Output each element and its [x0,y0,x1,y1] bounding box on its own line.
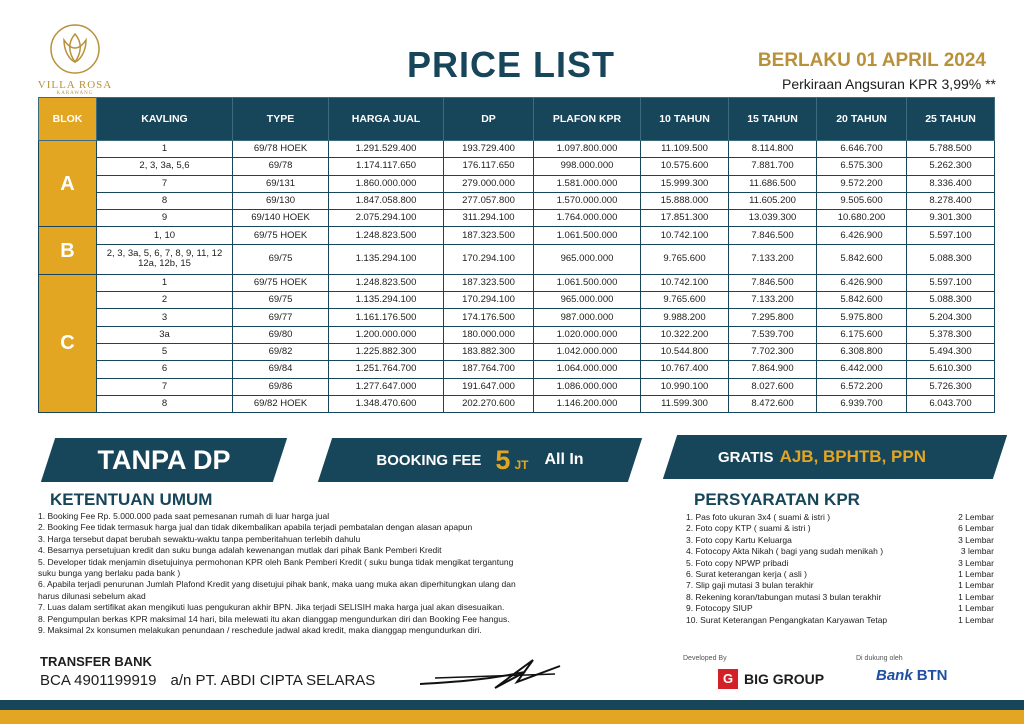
footer-bar-navy [0,700,1024,710]
bank-btn-logo [876,667,948,684]
column-header: 15 TAHUN [729,98,817,141]
column-header: HARGA JUAL [329,98,444,141]
table-cell: 8.278.400 [907,192,995,209]
table-cell: 69/140 HOEK [233,210,329,227]
table-cell: 311.294.100 [444,210,534,227]
table-cell: 7.846.500 [729,274,817,291]
gratis-items: AJB, BPHTB, PPN [779,447,926,466]
signature [415,652,565,692]
table-cell: 9.765.600 [641,244,729,274]
table-cell: 5.597.100 [907,274,995,291]
column-header: DP [444,98,534,141]
requirement-label: 9. Fotocopy SIUP [686,603,753,614]
table-cell: 69/75 [233,244,329,274]
table-cell: 1.086.000.000 [534,378,641,395]
table-cell: 1.061.500.000 [534,227,641,244]
persyaratan-title: PERSYARATAN KPR [694,490,860,509]
table-cell: 1.161.176.500 [329,309,444,326]
table-cell: 13.039.300 [729,210,817,227]
table-cell: 965.000.000 [534,292,641,309]
table-cell: 987.000.000 [534,309,641,326]
table-cell: 1.248.823.500 [329,274,444,291]
table-cell: 1.135.294.100 [329,292,444,309]
table-row [39,227,995,244]
table-cell: 170.294.100 [444,292,534,309]
bank-prefix: Bank [876,667,913,684]
table-cell: 1.277.647.000 [329,378,444,395]
list-item [686,558,994,569]
table-cell: 277.057.800 [444,192,534,209]
developed-by-label: Developed By [683,655,727,662]
table-cell: 11.599.300 [641,395,729,412]
table-cell: 1, 10 [97,227,233,244]
table-cell: 1.064.000.000 [534,361,641,378]
table-cell: 187.323.500 [444,227,534,244]
requirement-label: 8. Rekening koran/tabungan mutasi 3 bulan terakhir [686,591,882,602]
table-cell: 1.570.000.000 [534,192,641,209]
table-cell: 202.270.600 [444,395,534,412]
table-cell: 9.505.600 [817,192,907,209]
requirement-label: 4. Fotocopy Akta Nikah ( bagi yang sudah menikah ) [686,546,884,557]
list-item: 4. Besarnya persetujuan kredit dan suku bunga adalah kewenangan mutlak dari pihak Bank Pemberi Kredit [38,545,442,556]
table-cell: 1.020.000.000 [534,326,641,343]
table-cell: 11.686.500 [729,175,817,192]
booking-fee-unit: JT [514,458,529,472]
table-cell: 2 [97,292,233,309]
list-item [686,512,994,523]
table-cell: 6.646.700 [817,141,907,158]
table-cell: 69/82 [233,343,329,360]
table-cell: 10.680.200 [817,210,907,227]
table-cell: 1.581.000.000 [534,175,641,192]
table-cell: 10.544.800 [641,343,729,360]
table-cell: 5.788.500 [907,141,995,158]
table-cell: 7.539.700 [729,326,817,343]
table-row [39,309,995,326]
requirement-qty: 6 Lembar [958,523,994,534]
table-cell: 5.088.300 [907,244,995,274]
list-item [686,523,994,534]
requirement-label: 1. Pas foto ukuran 3x4 ( suami & istri ) [686,512,831,522]
list-item [686,546,994,557]
table-cell: 5.842.600 [817,244,907,274]
installment-note: Perkiraan Angsuran KPR 3,99% ** [781,76,996,92]
table-cell: 10.322.200 [641,326,729,343]
table-cell: 1.348.470.600 [329,395,444,412]
table-cell: 9.988.200 [641,309,729,326]
table-cell: 69/78 [233,158,329,175]
requirement-label: 5. Foto copy NPWP pribadi [686,557,789,568]
table-cell: 9.765.600 [641,292,729,309]
requirement-qty: 2 Lembar [958,512,994,522]
table-cell: 180.000.000 [444,326,534,343]
valid-date: BERLAKU 01 APRIL 2024 [757,50,986,71]
table-cell: 170.294.100 [444,244,534,274]
table-cell: 8.114.800 [729,141,817,158]
table-body [39,141,995,413]
table-cell: 6 [97,361,233,378]
table-cell: 69/80 [233,326,329,343]
column-header: 10 TAHUN [641,98,729,141]
column-header: 25 TAHUN [907,98,995,141]
transfer-details [40,672,375,689]
list-item [686,615,994,626]
column-header: BLOK [39,98,97,141]
table-cell: 15.999.300 [641,175,729,192]
requirement-label: 6. Surat keterangan kerja ( asli ) [686,569,807,580]
table-cell: 279.000.000 [444,175,534,192]
table-cell: 8.336.400 [907,175,995,192]
table-cell: 3 [97,309,233,326]
table-cell: 1.146.200.000 [534,395,641,412]
list-item: 5. Developer tidak menjamin disetujuinya permohonan KPR oleh Bank Pemberi Kredit ( suku bunga tidak mengikat tergantung [38,556,514,567]
table-cell: 187.323.500 [444,274,534,291]
list-item: 9. Maksimal 2x konsumen melakukan penundaan / reschedule jadwal akad kredit, maka dianggap mengundurkan diri. [38,625,482,636]
table-row [39,244,995,274]
table-cell: 7.702.300 [729,343,817,360]
table-cell: 176.117.650 [444,158,534,175]
table-cell: 7.295.800 [729,309,817,326]
table-cell: 1.225.882.300 [329,343,444,360]
gratis-banner [663,435,1007,479]
table-cell: 5.597.100 [907,227,995,244]
table-cell: 1.248.823.500 [329,227,444,244]
table-cell: 998.000.000 [534,158,641,175]
table-cell: 1.847.058.800 [329,192,444,209]
table-cell: 11.109.500 [641,141,729,158]
table-cell: 8.027.600 [729,378,817,395]
list-item: suku bunga yang berlaku pada bank ) [38,568,181,579]
table-cell: 5.610.300 [907,361,995,378]
table-cell: 5.378.300 [907,326,995,343]
table-cell: 9 [97,210,233,227]
table-cell: 1.251.764.700 [329,361,444,378]
table-cell: 10.742.100 [641,274,729,291]
table-cell: 2.075.294.100 [329,210,444,227]
list-item: 8. Pengumpulan berkas KPR maksimal 14 hari, bila melewati itu akan dianggap mengundurkan diri dan Booking Fee hangus. [38,613,510,624]
table-cell: 10.742.100 [641,227,729,244]
table-cell: 6.572.200 [817,378,907,395]
requirement-label: 7. Slip gaji mutasi 3 bulan terakhir [686,580,814,591]
table-cell: 6.426.900 [817,274,907,291]
table-cell: 6.043.700 [907,395,995,412]
table-cell: 193.729.400 [444,141,534,158]
requirement-label: 10. Surat Keterangan Pengangkatan Karyawan Tetap [686,614,888,625]
requirement-qty: 1 Lembar [958,569,994,580]
table-cell: 5.494.300 [907,343,995,360]
table-cell: 965.000.000 [534,244,641,274]
table-cell: 6.426.900 [817,227,907,244]
table-cell: 6.575.300 [817,158,907,175]
table-row [39,292,995,309]
table-cell: 5 [97,343,233,360]
table-cell: 7.881.700 [729,158,817,175]
list-item: 6. Apabila terjadi penurunan Jumlah Plafond Kredit yang disetujui pihak bank, maka uang muka akan diperhitungkan ulang dan [38,579,516,590]
blok-cell: C [39,274,97,412]
requirement-qty: 3 Lembar [958,557,994,568]
table-cell: 7.133.200 [729,292,817,309]
gratis-label: GRATIS [718,448,774,466]
list-item: 7. Luas dalam sertifikat akan mengikuti luas pengukuran akhir BPN. Jika terjadi SELISIH maka harga jual akan disesuaikan. [38,602,505,613]
column-header: PLAFON KPR [534,98,641,141]
table-row [39,192,995,209]
table-row [39,210,995,227]
requirement-qty: 1 Lembar [958,591,994,602]
brand-name: VILLA ROSA [37,79,113,91]
table-row [39,158,995,175]
table-cell: 6.308.800 [817,343,907,360]
blok-cell: B [39,227,97,274]
persyaratan-list [686,512,994,626]
table-cell: 9.572.200 [817,175,907,192]
table-cell: 69/78 HOEK [233,141,329,158]
rose-crest-icon [48,22,102,76]
table-cell: 1 [97,274,233,291]
column-header: TYPE [233,98,329,141]
table-cell: 8 [97,395,233,412]
table-cell: 6.939.700 [817,395,907,412]
price-table [38,97,995,413]
table-cell: 1.860.000.000 [329,175,444,192]
tanpa-dp-banner [41,438,287,482]
table-cell: 17.851.300 [641,210,729,227]
list-item [686,535,994,546]
tanpa-dp-label: TANPA DP [97,444,231,475]
table-cell: 1 [97,141,233,158]
ketentuan-title: KETENTUAN UMUM [50,490,213,509]
table-row [39,326,995,343]
table-cell: 174.176.500 [444,309,534,326]
big-group-name: BIG GROUP [744,671,825,687]
blok-cell: A [39,141,97,227]
list-item: 2. Booking Fee tidak termasuk harga jual dan tidak dikembalikan apabila terjadi pembatalan dengan alasan apapun [38,522,473,533]
table-cell: 69/82 HOEK [233,395,329,412]
table-row [39,378,995,395]
table-cell: 1.135.294.100 [329,244,444,274]
supported-by-label: Di dukung oleh [856,655,903,662]
requirement-qty: 1 Lembar [958,580,994,591]
requirement-label: 2. Foto copy KTP ( suami & istri ) [686,523,811,534]
requirement-qty: 1 Lembar [958,614,994,625]
table-cell: 7.864.900 [729,361,817,378]
list-item: 3. Harga tersebut dapat berubah sewaktu-waktu tanpa pemberitahuan terlebih dahulu [38,533,361,544]
table-cell: 6.175.600 [817,326,907,343]
table-cell: 10.575.600 [641,158,729,175]
table-cell: 15.888.000 [641,192,729,209]
footer-bar-gold [0,710,1024,724]
table-cell: 11.605.200 [729,192,817,209]
table-cell: 7 [97,175,233,192]
table-cell: 1.174.117.650 [329,158,444,175]
table-cell: 5.726.300 [907,378,995,395]
table-cell: 69/130 [233,192,329,209]
table-row [39,175,995,192]
table-cell: 5.262.300 [907,158,995,175]
table-row [39,141,995,158]
table-row [39,361,995,378]
table-cell: 191.647.000 [444,378,534,395]
table-cell: 7.846.500 [729,227,817,244]
list-item: harus dilunasi sebelum akad [38,590,146,601]
table-cell: 69/75 HOEK [233,274,329,291]
table-cell: 7 [97,378,233,395]
list-item [686,569,994,580]
brand-sub: KARAWANG [56,91,94,96]
table-cell: 9.301.300 [907,210,995,227]
bank-name: BTN [916,667,948,684]
transfer-heading: TRANSFER BANK [40,654,152,669]
list-item: 1. Booking Fee Rp. 5.000.000 pada saat pemesanan rumah di luar harga jual [38,511,330,521]
table-cell: 1.042.000.000 [534,343,641,360]
requirement-qty: 3 Lembar [958,534,994,545]
table-row [39,343,995,360]
table-cell: 5.088.300 [907,292,995,309]
bank-account: BCA 4901199919 [40,672,157,689]
booking-fee-banner [318,438,642,482]
table-row [39,274,995,291]
column-header: KAVLING [97,98,233,141]
table-cell: 1.291.529.400 [329,141,444,158]
list-item [686,580,994,591]
list-item [686,603,994,614]
table-cell: 8.472.600 [729,395,817,412]
table-row [39,395,995,412]
list-item [686,592,994,603]
table-cell: 7.133.200 [729,244,817,274]
table-cell: 5.204.300 [907,309,995,326]
table-cell: 5.975.800 [817,309,907,326]
table-cell: 1.200.000.000 [329,326,444,343]
table-cell: 2, 3, 3a, 5,6 [97,158,233,175]
requirement-label: 3. Foto copy Kartu Keluarga [686,534,792,545]
table-cell: 1.061.500.000 [534,274,641,291]
table-cell: 6.442.000 [817,361,907,378]
table-cell: 69/84 [233,361,329,378]
booking-fee-all-in: All In [544,451,584,468]
table-cell: 69/75 [233,292,329,309]
booking-fee-label: BOOKING FEE [376,451,482,469]
requirement-qty: 1 Lembar [958,603,994,614]
table-cell: 3a [97,326,233,343]
table-cell: 10.990.100 [641,378,729,395]
table-cell: 10.767.400 [641,361,729,378]
booking-fee-amount: 5 [495,444,511,475]
big-group-mark: G [718,669,738,689]
page-title: PRICE LIST [407,44,616,85]
table-header-row [39,98,995,141]
table-cell: 8 [97,192,233,209]
requirement-qty: 3 lembar [960,546,994,557]
table-cell: 69/86 [233,378,329,395]
table-cell: 187.764.700 [444,361,534,378]
table-cell: 69/131 [233,175,329,192]
account-holder: a/n PT. ABDI CIPTA SELARAS [170,672,376,689]
table-cell: 69/75 HOEK [233,227,329,244]
ketentuan-list [38,511,638,636]
villa-rosa-logo [30,22,120,96]
table-cell: 1.097.800.000 [534,141,641,158]
table-cell: 69/77 [233,309,329,326]
column-header: 20 TAHUN [817,98,907,141]
table-cell: 1.764.000.000 [534,210,641,227]
table-cell: 5.842.600 [817,292,907,309]
table-cell: 183.882.300 [444,343,534,360]
table-cell: 2, 3, 3a, 5, 6, 7, 8, 9, 11, 12 12a, 12b, 15 [97,244,233,274]
big-group-logo [718,669,824,689]
